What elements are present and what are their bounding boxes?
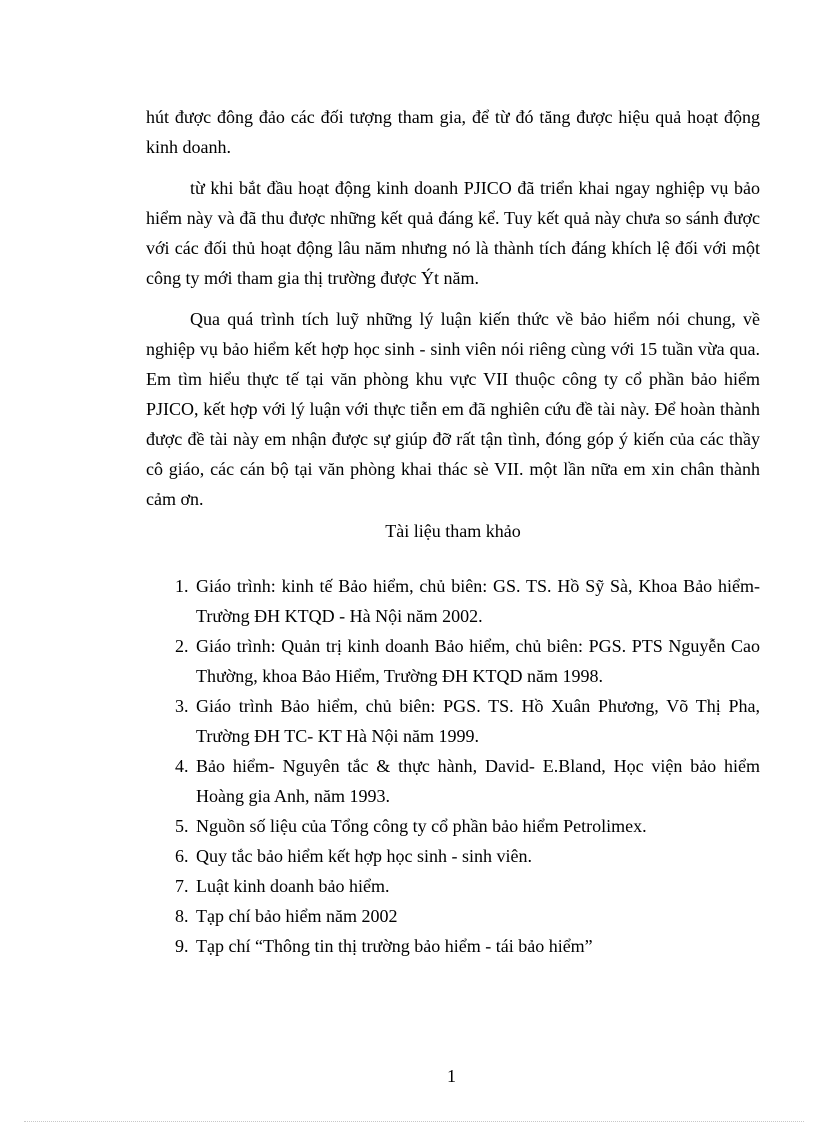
paragraph-acknowledgement: Qua quá trình tích luỹ những lý luận kiến thức về bảo hiểm nói chung, về nghiệp vụ bảo hiểm kết hợp học sinh - sinh viên nói riêng cùng với 15 tuần vừa qua. Em tìm hiểu thực tế tại văn phòng khu vực VII thuộc công ty cổ phần bảo hiểm PJICO, kết hợp với lý luận với thực tiễn em đã nghiên cứu đề tài này. Để hoàn thành được đề tài này em nhận được sự giúp đỡ rất tận tình, đóng góp ý kiến của các thầy cô giáo, các cán bộ tại văn phòng khai thác sè VII. một lần nữa em xin chân thành cảm ơn. [146, 309, 760, 509]
reference-text: Bảo hiểm- Nguyên tắc & thực hành, David- E.Bland, Học viện bảo hiểm Hoàng gia Anh, năm 1993. [196, 756, 760, 806]
references-title: Tài liệu tham khảo [385, 521, 521, 541]
reference-text: Tạp chí “Thông tin thị trường bảo hiểm - tái bảo hiểm” [196, 936, 593, 956]
reference-number: 7. [175, 876, 189, 896]
reference-text: Giáo trình Bảo hiểm, chủ biên: PGS. TS. Hồ Xuân Phương, Võ Thị Pha, Trường ĐH TC- KT Hà Nội năm 1999. [196, 696, 760, 746]
reference-text: Giáo trình: kinh tế Bảo hiểm, chủ biên: GS. TS. Hồ Sỹ Sà, Khoa Bảo hiểm- Trường ĐH KTQD - Hà Nội năm 2002. [196, 576, 760, 626]
reference-number: 4. [175, 756, 189, 776]
reference-text: Nguồn số liệu của Tổng công ty cổ phần bảo hiểm Petrolimex. [196, 816, 647, 836]
references-list [175, 571, 760, 961]
reference-number: 5. [175, 816, 189, 836]
reference-item [175, 571, 760, 631]
page-number: 1 [447, 1066, 456, 1086]
paragraph-continuation: hút được đông đảo các đối tượng tham gia, để từ đó tăng được hiệu quả hoạt động kinh doanh. [146, 107, 760, 157]
reference-text: Luật kinh doanh bảo hiểm. [196, 876, 390, 896]
reference-item [175, 841, 760, 871]
reference-number: 1. [175, 576, 189, 596]
reference-text: Tạp chí bảo hiểm năm 2002 [196, 906, 398, 926]
reference-item [175, 901, 760, 931]
reference-text: Quy tắc bảo hiểm kết hợp học sinh - sinh viên. [196, 846, 532, 866]
reference-item [175, 691, 760, 751]
paragraph-pjico-results: từ khi bắt đầu hoạt động kinh doanh PJICO đã triển khai ngay nghiệp vụ bảo hiểm này và đã thu được những kết quả đáng kể. Tuy kết quả này chưa so sánh được với các đối thủ hoạt động lâu năm nhưng nó là thành tích đáng khích lệ đối với một công ty mới tham gia thị trường được Ýt năm. [146, 178, 760, 288]
reference-number: 6. [175, 846, 189, 866]
reference-text: Giáo trình: Quản trị kinh doanh Bảo hiểm, chủ biên: PGS. PTS Nguyễn Cao Thường, khoa Bảo Hiểm, Trường ĐH KTQD năm 1998. [196, 636, 760, 686]
reference-item [175, 931, 760, 961]
reference-item [175, 631, 760, 691]
reference-item [175, 751, 760, 811]
reference-number: 2. [175, 636, 189, 656]
reference-item [175, 871, 760, 901]
body-text [146, 102, 760, 525]
reference-number: 3. [175, 696, 189, 716]
page-bottom-divider [24, 1121, 804, 1122]
reference-item [175, 811, 760, 841]
reference-number: 8. [175, 906, 189, 926]
reference-number: 9. [175, 936, 189, 956]
